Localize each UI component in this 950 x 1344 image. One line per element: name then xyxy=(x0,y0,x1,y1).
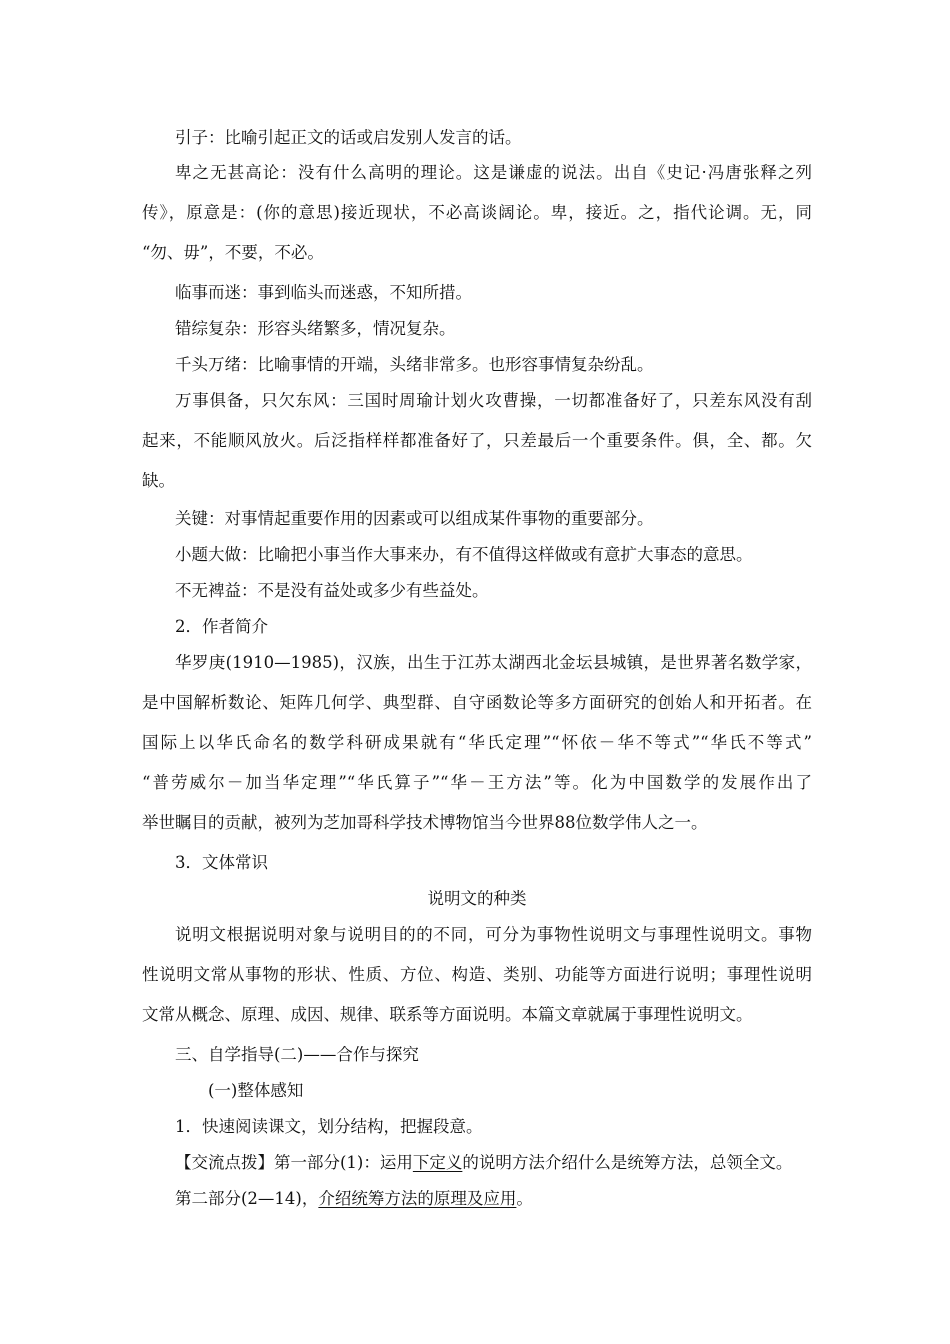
vocab-bei-line3: “勿、毋”，不要，不必。 xyxy=(142,243,324,262)
section-heading-selfstudy: 三、自学指导(二)——合作与探究 xyxy=(175,1045,419,1064)
exchange-part2 xyxy=(175,1188,845,1210)
author-bio-line3: 国际上以华氏命名的数学科研成果就有“华氏定理”“怀依－华不等式”“华氏不等式” xyxy=(142,733,812,752)
genre-text-line1: 说明文根据说明对象与说明目的的不同，可分为事物性说明文与事理性说明文。事物 xyxy=(175,925,812,944)
exchange-label: 【交流点拨】 xyxy=(175,1153,274,1172)
author-bio-line5: 举世瞩目的贡献，被列为芝加哥科学技术博物馆当今世界88位数学伟人之一。 xyxy=(142,813,708,832)
part2-underline: 介绍统筹方法的原理及应用 xyxy=(318,1189,517,1208)
subheading-overall: (一)整体感知 xyxy=(208,1081,304,1100)
vocab-xiaoti: 小题大做：比喻把小事当作大事来办，有不值得这样做或有意扩大事态的意思。 xyxy=(175,545,753,564)
vocab-yinzi: 引子：比喻引起正文的话或启发别人发言的话。 xyxy=(175,128,522,147)
vocab-qiantou: 千头万绪：比喻事情的开端，头绪非常多。也形容事情复杂纷乱。 xyxy=(175,355,654,374)
vocab-cuozong: 错综复杂：形容头绪繁多，情况复杂。 xyxy=(175,319,456,338)
vocab-guanjian: 关键：对事情起重要作用的因素或可以组成某件事物的重要部分。 xyxy=(175,509,654,528)
genre-text-line3: 文常从概念、原理、成因、规律、联系等方面说明。本篇文章就属于事理性说明文。 xyxy=(142,1005,753,1024)
vocab-buwu: 不无裨益：不是没有益处或多少有些益处。 xyxy=(175,581,489,600)
part2-prefix: 第二部分(2—14)， xyxy=(175,1189,319,1208)
section-heading-author: 2．作者简介 xyxy=(175,617,268,636)
task-read-text: 1．快速阅读课文，划分结构，把握段意。 xyxy=(175,1117,483,1136)
part1-suffix: 的说明方法介绍什么是统筹方法，总领全文。 xyxy=(462,1153,793,1172)
author-bio-line2: 是中国解析数论、矩阵几何学、典型群、自守函数论等多方面研究的创始人和开拓者。在 xyxy=(142,693,812,712)
vocab-linshi: 临事而迷：事到临头而迷惑，不知所措。 xyxy=(175,283,472,302)
genre-text-line2: 性说明文常从事物的形状、性质、方位、构造、类别、功能等方面进行说明；事理性说明 xyxy=(142,965,812,984)
exchange-part1 xyxy=(175,1152,845,1174)
vocab-wanshi-line1: 万事俱备，只欠东风：三国时周瑜计划火攻曹操，一切都准备好了，只差东风没有刮 xyxy=(175,391,812,410)
vocab-wanshi-line3: 缺。 xyxy=(142,471,175,490)
vocab-bei-line1: 卑之无甚高论：没有什么高明的理论。这是谦虚的说法。出自《史记·冯唐张释之列 xyxy=(175,163,812,182)
author-bio-line1: 华罗庚(1910—1985)，汉族，出生于江苏太湖西北金坛县城镇，是世界著名数学家， xyxy=(175,653,812,672)
genre-subtitle: 说明文的种类 xyxy=(427,889,527,908)
section-heading-genre: 3．文体常识 xyxy=(175,853,268,872)
part1-underline: 下定义 xyxy=(412,1153,463,1172)
part1-prefix: 第一部分(1)：运用 xyxy=(274,1153,413,1172)
vocab-wanshi-line2: 起来，不能顺风放火。后泛指样样都准备好了，只差最后一个重要条件。俱，全、都。欠 xyxy=(142,431,812,450)
vocab-bei-line2: 传》，原意是：(你的意思)接近现状，不必高谈阔论。卑，接近。之，指代论调。无，同 xyxy=(142,203,812,222)
author-bio-line4: “普劳威尔－加当华定理”“华氏算子”“华－王方法”等。化为中国数学的发展作出了 xyxy=(142,773,812,792)
part2-suffix: 。 xyxy=(516,1189,533,1208)
